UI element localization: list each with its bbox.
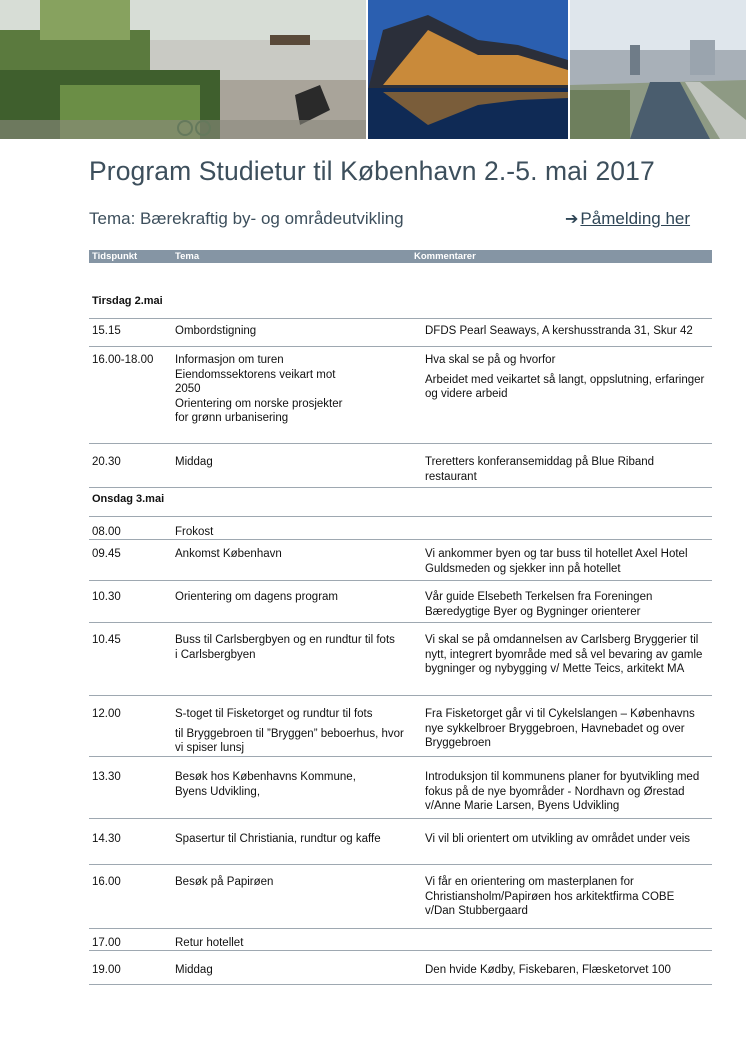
row-theme: Ombordstigning [175,325,257,337]
row-theme: Besøk hos Københavns Kommune, Byens Udvikling, [175,771,356,798]
row-time: 10.45 [92,634,121,646]
row-theme: Orientering om dagens program [175,591,338,603]
row-time: 15.15 [92,325,121,337]
arrow-right-icon: ➔ [565,211,579,228]
table-divider [89,516,712,517]
row-theme: Middag [175,964,213,976]
day-label-wednesday: Onsdag 3.mai [92,493,165,505]
table-row [89,875,712,929]
row-theme: Spasertur til Christiania, rundtur og kaffe [175,833,381,845]
row-comments: DFDS Pearl Seaways, A kershusstranda 31, Skur 42 [425,325,693,337]
table-row [89,547,712,581]
row-time: 16.00-18.00 [92,354,154,366]
row-time: 19.00 [92,964,121,976]
table-divider [89,318,712,319]
row-time: 13.30 [92,771,121,783]
row-comments: Vi ankommer byen og tar buss til hotellet Axel Hotel Guldsmeden og sjekker inn på hotellet [425,548,688,575]
row-comments: Vår guide Elsebeth Terkelsen fra Foreningen Bæredygtige Byer og Bygninger orienterer [425,591,653,618]
row-comments: Vi vil bli orientert om utvikling av området under veis [425,833,691,845]
park-photo [0,0,366,139]
row-comments: Fra Fisketorget går vi til Cykelslangen – Københavns nye sykkelbroer Bryggebroen, Havnebadet og over Bryggebroen [425,708,695,749]
signup-link[interactable] [565,209,690,229]
row-time: 12.00 [92,708,121,720]
row-theme: S-toget til Fisketorget og rundtur til fots til Bryggebroen til ”Bryggen” beboerhus, hvor vi spiser lunsj [175,708,404,754]
table-row [89,707,712,757]
table-row [89,525,712,540]
program-table [89,250,712,976]
row-theme: Buss til Carlsbergbyen og en rundtur til fots i Carlsbergbyen [175,634,395,661]
table-header [89,250,712,263]
table-row [89,455,712,488]
row-time: 14.30 [92,833,121,845]
header-theme: Tema [175,251,200,262]
table-row [89,770,712,819]
row-theme: Besøk på Papirøen [175,876,274,888]
table-row [89,963,712,985]
header-comments: Kommentarer [414,251,476,262]
row-comments: Den hvide Kødby, Fiskebaren, Flæsketorvet 100 [425,964,671,976]
header-banner [0,0,746,139]
row-comments: Introduksjon til kommunens planer for byutvikling med fokus på de nye byområder - Nordhavn og Ørestad v/Anne Marie Larsen, Byens Udvikling [425,771,700,812]
row-time: 08.00 [92,526,121,538]
header-time: Tidspunkt [92,251,138,262]
row-comments: Vi får en orientering om masterplanen for Christiansholm/Papirøen hos arkitektfirma COBE v/Dan Stubbergaard [425,876,675,917]
row-theme: Frokost [175,526,214,538]
row-time: 09.45 [92,548,121,560]
row-theme: Middag [175,456,213,468]
page-subtitle: Tema: Bærekraftig by- og områdeutvikling [89,209,404,228]
table-row [89,324,712,347]
canal-photo [570,0,746,139]
table-row [89,590,712,623]
row-time: 10.30 [92,591,121,603]
row-theme: Retur hotellet [175,937,244,949]
row-theme: Informasjon om turen Eiendomssektorens veikart mot 2050 Orientering om norske prosjekter for grønn urbanisering [175,354,343,424]
row-comments: Hva skal se på og hvorfor Arbeidet med veikartet så langt, oppslutning, erfaringer og videre arbeid [425,354,705,400]
row-time: 17.00 [92,937,121,949]
day-label-tuesday: Tirsdag 2.mai [92,295,163,307]
row-time: 20.30 [92,456,121,468]
row-theme: Ankomst København [175,548,282,560]
building-night-photo [368,0,568,139]
table-row [89,633,712,696]
table-row [89,353,712,444]
row-comments: Vi skal se på omdannelsen av Carlsberg Bryggerier til nytt, integrert byområde med så vel bevaring av gamle bygninger og nybygging v/ Mette Teics, arkitekt MA [425,634,703,675]
page-title: Program Studietur til København 2.-5. mai 2017 [89,156,655,186]
table-row [89,832,712,865]
table-row [89,936,712,951]
row-comments: Treretters konferansemiddag på Blue Riband restaurant [425,456,655,483]
signup-link-label: Påmelding her [580,209,691,228]
row-time: 16.00 [92,876,121,888]
